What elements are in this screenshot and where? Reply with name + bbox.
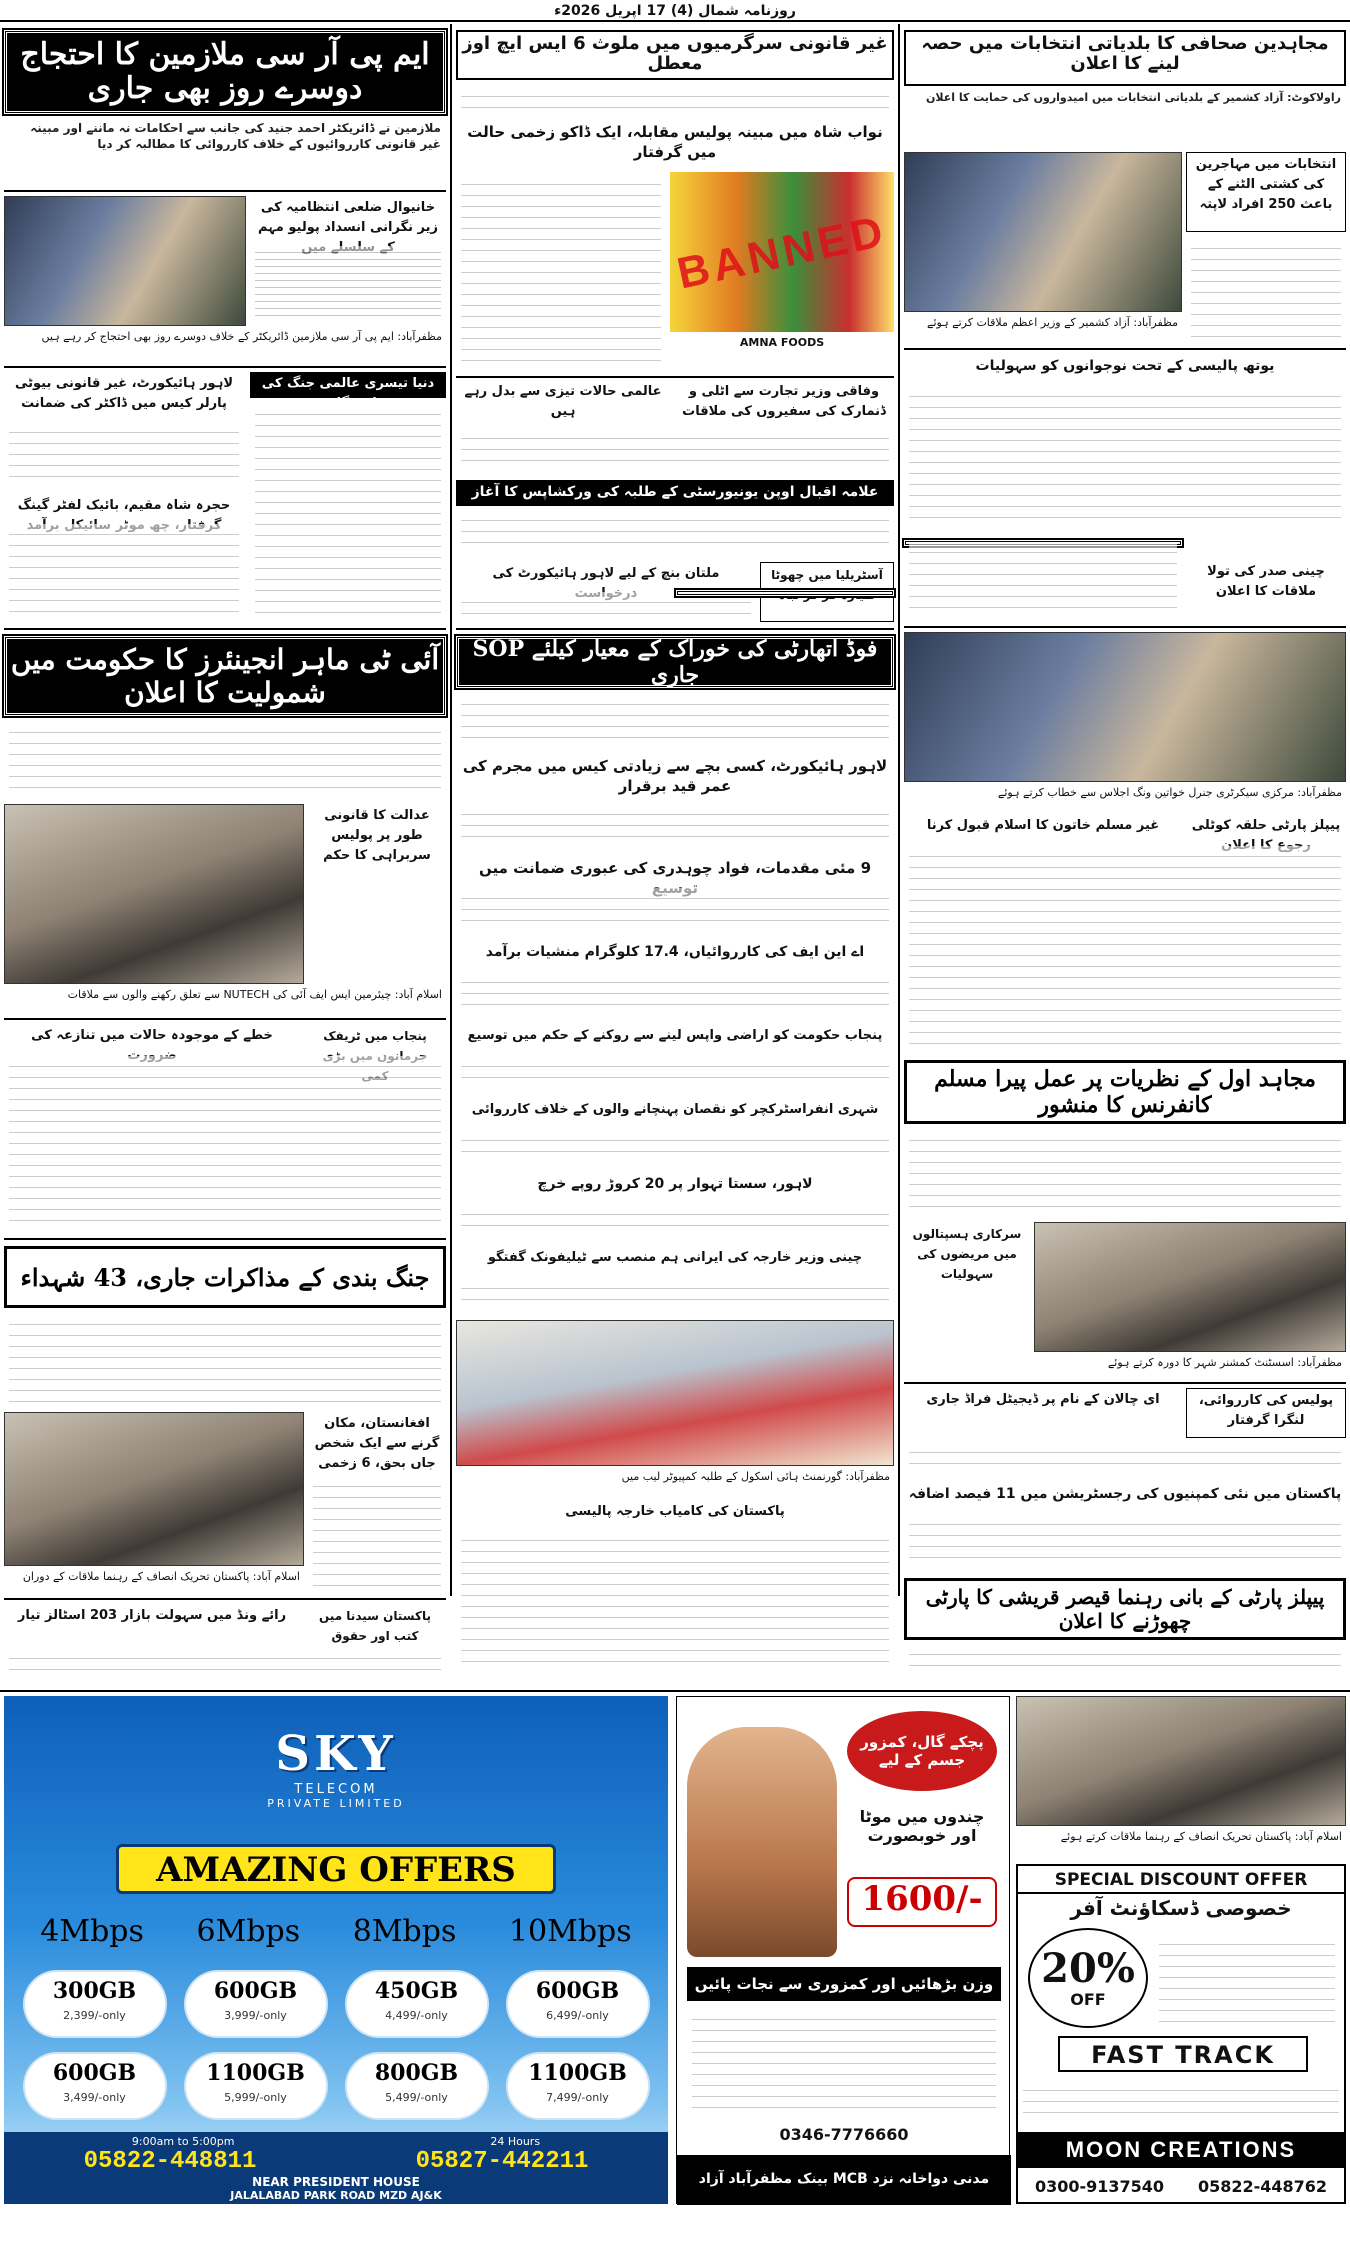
col2-story9-body [456,970,894,1020]
text-lines [313,1476,441,1588]
text-lines [461,592,751,620]
col2-story4-body [456,508,894,558]
headline3-col1: جنگ بندی کے مذاکرات جاری، 43 شہداء [4,1246,446,1308]
text-lines [461,1130,889,1162]
divider [4,1238,446,1240]
sky-telecom-ad [4,1696,668,2204]
col2-photo-caption: مظفرآباد: گورنمنٹ ہائی اسکول کے طلبہ کمپیوٹر لیب میں [456,1468,894,1498]
plan-price: 4,499/-only [385,2009,448,2022]
moon-phones [1018,2172,1344,2202]
col1-headline2-body [4,720,446,800]
col2-story3-head: وفاقی وزیر تجارت سے اٹلی و ڈنمارک کی سفیروں کی ملاقات [682,384,886,419]
col2-story12-body [456,1202,894,1242]
col1-story9-head: پاکستان سیدنا میں کتب اور حقوق [319,1609,431,1643]
col2-headline2-body [456,692,894,750]
col2-story11-head: شہری انفراسٹرکچر کو نقصان پہنچانے والوں کے خلاف کارروائی [471,1102,879,1117]
col3-photo1-caption: مظفرآباد: آزاد کشمیر کے وزیر اعظم ملاقات کرتے ہوئے [904,314,1182,344]
divider [904,348,1346,350]
col1-intro: ملازمین نے ڈائریکٹر احمد جنید کی جانب سے احکامات نہ ماننے اور مبینہ غیر قانونی کارروائیوں کے خلاف کارروائی کا مطالبہ کر دیا [30,121,441,151]
col2-story11-body [456,1128,894,1168]
speed-label: 8Mbps [352,1914,457,1949]
plan-cloud [186,2054,326,2118]
col1-photo1-caption: مظفرآباد: ایم پی آر سی ملازمین ڈائریکٹر کے خلاف دوسرے روز بھی احتجاج کر رہے ہیں [4,328,446,364]
classroom-photo [456,1320,894,1466]
text-lines [461,86,889,112]
col2-story1-body [456,172,666,372]
women-wing-photo [904,632,1346,782]
plan-cloud [347,2054,487,2118]
col1-story2-body [250,402,446,622]
sky-logo-sub: TELECOM [294,1782,378,1797]
plan-cloud [508,2054,648,2118]
col1-story7-head: خطے کے موجودہ حالات میں تنازعہ کی [31,1028,273,1043]
col3-story5-body [904,844,1346,1054]
moon-photo-caption: اسلام آباد: پاکستان تحریک انصاف کے رہنما ملاقات کرتے ہوئے [1016,1828,1346,1862]
text-lines [692,2009,996,2111]
plan-gb: 300GB [52,1978,137,2004]
col3-story8-body [904,1440,1346,1480]
headline2-col3: مجاہد اول کے نظریات پر عمل پیرا مسلم کانفرنس کا منشور [904,1060,1346,1124]
headline-col1: ایم پی آر سی ملازمین کا احتجاج دوسرے روز بھی جاری [4,30,446,114]
moon-phone-1: 0300-9137540 [1034,2177,1165,2196]
col2-story8-body [456,886,894,936]
col1-story6-head: عدالت کا قانونی طور پر پولیس سربراہی کا حکم [323,808,431,863]
column-rule [898,24,900,1596]
health-line1: چندوں میں موٹا اور خوبصورت [859,1807,985,1845]
col3-story4-head: پیپلز پارٹی حلقہ کوٹلی [1191,818,1341,833]
divider [456,628,894,630]
text-lines [461,1530,889,1672]
plan-cloud [25,1972,165,2036]
col1-box1-head: خانیوال ضلعی انتظامیہ کی زیر نگرانی انسداد پولیو مہم [257,200,438,235]
text-lines [9,1648,441,1680]
text-lines [909,1442,1341,1474]
spacer [676,590,894,596]
col2-story13-body [456,1276,894,1316]
text-lines [461,1056,889,1088]
sky-address-1: NEAR PRESIDENT HOUSE [252,2175,420,2189]
col2-story6-head: آسٹریلیا میں چھوٹا [760,562,894,622]
col3-story3-head: چینی صدر کی تولا ملاقات کا اعلان [1207,564,1325,599]
text-lines [461,694,889,744]
divider [0,1690,1350,1692]
hours-right: 24 Hours [490,2135,541,2148]
officials-photo [4,1412,304,1566]
fast-track-label: FAST TRACK [1058,2036,1308,2072]
divider [904,626,1346,628]
col1-photo2-caption: اسلام آباد: چیئرمین ایس ایف آئی کی NUTECH سے تعلق رکھنے والوں سے ملاقات [4,986,446,1016]
sky-address-2: JALALABAD PARK ROAD MZD AJ&K [230,2189,442,2202]
moon-creations-title: MOON CREATIONS [1018,2132,1344,2168]
food-ad-brand: AMNA FOODS [670,334,894,356]
text-lines [461,972,889,1014]
col2-story5-head: ملتان بنچ کے لیے لاہور ہائیکورٹ کی [492,566,720,581]
meeting-photo [4,804,304,984]
banned-stamp: BANNED [672,206,891,299]
plan-gb: 600GB [52,2060,137,2086]
text-lines [255,246,441,322]
plan-cloud [25,2054,165,2118]
text-lines [461,510,889,552]
health-price: 1600/- [847,1877,997,1927]
model-image [687,1727,837,1957]
col3-headline3-body [904,1642,1346,1682]
plan-price: 3,999/-only [224,2009,287,2022]
text-lines [909,846,1341,1048]
health-line2: وزن بڑھائیں اور کمزوری سے نجات پائیں [687,1967,1001,2001]
col3-story8-head: ای چالان کے نام پر ڈیجیٹل فراڈ جاری [926,1392,1160,1407]
col1-photo3-caption: اسلام آباد: پاکستان تحریک انصاف کے رہنما ملاقات کے دوران [4,1568,304,1596]
col2-story14-head: پاکستان کی کامیاب خارجہ پالیسی [565,1504,785,1519]
col2-story10-body [456,1054,894,1094]
plan-gb: 1100GB [528,2060,627,2086]
pm-meeting-photo [904,152,1182,312]
col1-story4-body [4,522,244,622]
col1-box1-body [250,244,446,326]
col3-headline2-body [904,1128,1346,1218]
text-lines [461,174,661,366]
col2-story7-head: لاہور ہائیکورٹ، کسی بچے سے زیادتی کیس میں مجرم کی عمر قید برقرار [462,757,888,795]
col3-intro: راولاکوٹ: آزاد کشمیر کے بلدیاتی انتخابات میں امیدواروں کی حمایت کا اعلان [926,91,1341,104]
plan-cloud [347,1972,487,2036]
health-phone: 0346-7776660 [779,2125,909,2144]
plan-price: 7,499/-only [546,2091,609,2104]
col2-story10-head: پنجاب حکومت کو اراضی واپس لینے سے روکنے کے حکم میں توسیع [467,1028,883,1043]
plan-cloud [508,1972,648,2036]
divider [904,1382,1346,1384]
text-lines [9,524,239,616]
headline-col2: غیر قانونی سرگرمیوں میں ملوث 6 ایس ایچ اوز معطل [456,30,894,80]
text-lines [461,428,889,470]
col3-story5-head: غیر مسلم خاتون کا اسلام قبول کرنا [926,818,1160,833]
plans-row-1 [14,1972,658,2042]
plan-price: 2,399/-only [63,2009,126,2022]
divider [4,1018,446,1020]
plan-gb: 450GB [374,1978,459,2004]
plan-price: 3,499/-only [63,2091,126,2104]
speed-label: 10Mbps [508,1914,632,1949]
col2-story7-body [456,802,894,852]
col3-story7-head: پولیس کی کارروائی، لنگرا گرفتار [1186,1388,1346,1438]
health-body [687,2007,1001,2117]
col2-story4-head: علامہ اقبال اوپن یونیورسٹی کے طلبہ کی ورکشاپس کا آغاز [456,480,894,506]
text-lines [255,404,441,616]
speed-label: 6Mbps [196,1914,301,1949]
col2-story9-head: اے این ایف کی کارروائیاں، 17.4 کلوگرام منشیات برآمد [485,944,865,960]
text-lines [1023,2080,1339,2122]
text-lines [909,1514,1341,1568]
discount-off: OFF [1070,1989,1106,2009]
col3-story1-head: انتخابات میں مہاجرین کی کشتی الٹنے کے باعث 250 افراد لاپتہ [1186,152,1346,232]
plan-price: 6,499/-only [546,2009,609,2022]
col2-headline-body [456,84,894,118]
moon-body-2 [1018,2078,1344,2128]
sky-phone-1: 05822-448811 [83,2148,257,2175]
col1-story8-body [308,1474,446,1594]
special-offer-label: SPECIAL DISCOUNT OFFER [1018,1866,1344,1894]
protest-photo [4,196,246,326]
plan-price: 5,999/-only [224,2091,287,2104]
text-lines [9,422,239,484]
moon-phone-2: 05822-448762 [1197,2177,1328,2196]
col1-story8-head: افغانستان، مکان گرنے سے ایک شخص جاں بحق، 6 زخمی [314,1416,440,1471]
col3-story2b-body [904,540,1182,620]
text-lines [909,542,1177,614]
text-lines [461,888,889,930]
market-visit-photo [1034,1222,1346,1352]
col2-story13-head: چینی وزیر خارجہ کی ایرانی ہم منصب سے ٹیلیفونک گفتگو [487,1250,863,1265]
offer-banner: AMAZING OFFERS [116,1844,556,1894]
headline2-col2: فوڈ اتھارٹی کی خوراک کے معیار کیلئے SOP جاری [456,636,894,688]
sky-logo: SKY [275,1726,397,1782]
plans-row-2 [14,2054,658,2124]
col2-story8-head: 9 مئی مقدمات، فواد چوہدری کی عبوری ضمانت میں [478,859,871,877]
sky-footer [4,2132,668,2204]
plan-gb: 600GB [213,1978,298,2004]
moon-body [1154,1932,1340,2028]
col2-story2-head: عالمی حالات تیزی سے بدل رہے ہیں [464,384,662,419]
text-lines [9,1056,441,1228]
text-lines [909,1644,1341,1676]
moon-creations-ad [1016,1864,1346,2204]
col3-story9-head: پاکستان میں نئی کمپنیوں کی رجسٹریشن میں 11 فیصد اضافہ [908,1486,1342,1502]
discount-badge [1028,1928,1148,2028]
text-lines [909,386,1341,528]
col1-story10-head: رائے ونڈ میں سہولت بازار 203 اسٹالز تیار [17,1608,287,1623]
col3-story1-body [1186,236,1346,346]
speed-row [14,1914,658,1954]
col1-story7-body [4,1054,446,1234]
plan-gb: 1100GB [206,2060,305,2086]
sky-logo-sub2: PRIVATE LIMITED [267,1797,405,1810]
plan-gb: 800GB [374,2060,459,2086]
col3-story2-body [904,384,1346,534]
col3-photo3-caption: مظفرآباد: اسسٹنٹ کمشنر شہر کا دورہ کرتے ہوئے [904,1354,1346,1380]
discount-percent: 20% [1041,1944,1135,1992]
text-lines [9,722,441,794]
col2-story2-body [456,426,894,476]
col3-photo2-caption: مظفرآباد: مرکزی سیکرٹری جنرل خواتین ونگ اجلاس سے خطاب کرتے ہوئے [904,784,1346,812]
col2-story12-head: لاہور، سستا تہوار پر 20 کروڑ روپے خرچ [537,1176,813,1192]
col2-story14-body [456,1528,894,1678]
col1-story5-head: پنجاب میں ٹریفک [323,1029,427,1043]
text-lines [461,1278,889,1310]
col1-headline3-body [4,1312,446,1408]
masthead-date: روزنامہ شمال (4) 17 اپریل 2026ء [0,0,1350,22]
text-lines [1191,238,1341,340]
text-lines [461,804,889,846]
col3-story2-head: یوتھ پالیسی کے تحت نوجوانوں کو سہولیات [975,358,1275,374]
health-footer: مدنی دواخانہ نزد MCB بینک مظفرآباد آزاد کشمیر [677,2155,1011,2205]
divider [4,628,446,630]
col1-story4-head: حجرہ شاہ مقیم، بائیک لفٹر گینگ [17,498,231,513]
hours-left: 9:00am to 5:00pm [131,2135,235,2148]
col1-story3-body [4,420,244,490]
speed-label: 4Mbps [40,1914,144,1949]
urdu-offer-label: خصوصی ڈسکاؤنٹ آفر [1070,1896,1292,1920]
plan-gb: 600GB [535,1978,620,2004]
health-ad [676,1696,1010,2235]
food-ad-image [670,172,894,332]
health-top-badge: پچکے گال، کمزور جسم کے لیے [847,1711,997,1791]
plan-cloud [186,1972,326,2036]
text-lines [9,1314,441,1402]
text-lines [909,1130,1341,1212]
headline-col3: مجاہدین صحافی کا بلدیاتی انتخابات میں حصہ لینے کا اعلان [904,30,1346,86]
plan-price: 5,499/-only [385,2091,448,2104]
col1-story10-body [4,1646,446,1686]
divider [456,376,894,378]
divider [4,190,446,192]
headline3-col3: پیپلز پارٹی کے بانی رہنما قیصر قریشی کا پارٹی چھوڑنے کا اعلان [904,1578,1346,1640]
column-rule [450,24,452,1596]
col1-story3-head: لاہور ہائیکورٹ، غیر قانونی بیوٹی پارلر کیس میں ڈاکٹر کی ضمانت [14,376,234,411]
col3-story9-body [904,1512,1346,1574]
col1-story2-head: دنیا تیسری عالمی جنگ کی [250,372,446,398]
divider [4,366,446,368]
sky-phone-2: 05827-442211 [415,2148,589,2175]
text-lines [1159,1934,1335,2022]
pti-meeting-photo [1016,1696,1346,1826]
text-lines [461,1204,889,1236]
col2-story1-head: نواب شاہ میں مبینہ پولیس مقابلہ، ایک ڈاکو زخمی حالت میں گرفتار [467,123,883,161]
headline2-col1: آئی ٹی ماہر انجینئرز کا حکومت میں شمولیت کا اعلان [4,636,446,716]
divider [4,1598,446,1600]
col3-story6-head: سرکاری ہسپتالوں میں مریضوں کی سہولیات [912,1227,1022,1281]
